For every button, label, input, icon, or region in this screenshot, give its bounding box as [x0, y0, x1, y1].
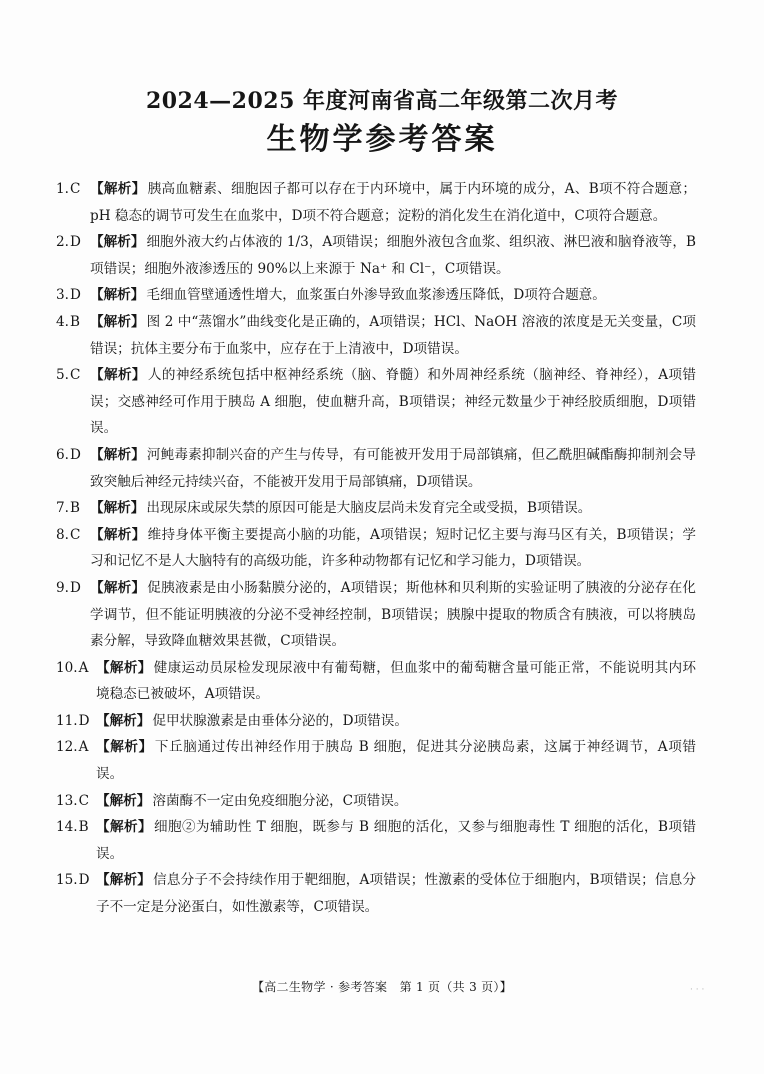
answer-number: 3.D — [56, 287, 81, 304]
answer-item-1 — [56, 176, 696, 229]
analysis-tag: 【解析】 — [90, 446, 145, 463]
answer-item-15 — [56, 867, 696, 920]
answer-text: 胰高血糖素、细胞因子都可以存在于内环境中，属于内环境的成分，A、B项不符合题意；pH 稳态的调节可发生在血浆中，D项不符合题意；淀粉的消化发生在消化道中，C项符合题意。 — [90, 181, 696, 224]
answer-item-4 — [56, 309, 696, 362]
analysis-tag: 【解析】 — [90, 313, 145, 330]
analysis-tag: 【解析】 — [96, 659, 152, 676]
answer-text: 促甲状腺激素是由垂体分泌的，D项错误。 — [152, 712, 408, 729]
analysis-tag: 【解析】 — [90, 181, 146, 197]
answer-item-14 — [56, 814, 696, 867]
analysis-tag: 【解析】 — [96, 792, 151, 809]
answer-item-11 — [56, 708, 696, 735]
page-footer: 【高二生物学 · 参考答案 第 1 页（共 3 页）】 — [251, 980, 513, 994]
analysis-tag: 【解析】 — [96, 819, 152, 836]
answer-number: 10.A — [56, 659, 89, 676]
answer-number: 7.B — [56, 500, 80, 517]
answer-item-7 — [56, 495, 696, 522]
answer-text: 河鲀毒素抑制兴奋的产生与传导，有可能被开发用于局部镇痛，但乙酰胆碱酯酶抑制剂会导致突触后神经元持续兴奋，不能被开发用于局部镇痛，D项错误。 — [90, 446, 696, 490]
answer-text: 细胞②为辅助性 T 细胞，既参与 B 细胞的活化，又参与细胞毒性 T 细胞的活化，B项错误。 — [96, 819, 697, 862]
answer-text: 下丘脑通过传出神经作用于胰岛 B 细胞，促进其分泌胰岛素，这属于神经调节，A项错误。 — [96, 739, 697, 783]
answer-item-9 — [56, 575, 696, 655]
answer-number: 6.D — [56, 446, 81, 463]
answer-number: 9.D — [56, 579, 81, 596]
answer-number: 11.D — [56, 712, 90, 729]
analysis-tag: 【解析】 — [96, 712, 151, 729]
analysis-tag: 【解析】 — [90, 234, 145, 251]
answer-number: 15.D — [56, 872, 90, 889]
answer-text: 健康运动员尿检发现尿液中有葡萄糖，但血浆中的葡萄糖含量可能正常，不能说明其内环境稳态已被破坏，A项错误。 — [96, 659, 697, 703]
answer-number: 12.A — [56, 739, 89, 756]
answer-number: 14.B — [56, 819, 89, 836]
analysis-tag: 【解析】 — [90, 287, 145, 304]
answer-list — [56, 176, 696, 921]
answer-number: 4.B — [56, 313, 80, 330]
analysis-tag: 【解析】 — [90, 526, 146, 543]
answer-text: 细胞外液大约占体液的 1/3，A项错误；细胞外液包含血浆、组织液、淋巴液和脑脊液等，B项错误；细胞外液渗透压的 90%以上来源于 Na⁺ 和 Cl⁻，C项错误。 — [90, 234, 696, 277]
answer-text: 毛细血管壁通透性增大，血浆蛋白外渗导致血浆渗透压降低，D项符合题意。 — [146, 287, 606, 304]
answer-text: 溶菌酶不一定由免疫细胞分泌，C项错误。 — [152, 792, 408, 809]
answer-number: 8.C — [56, 526, 81, 543]
analysis-tag: 【解析】 — [96, 872, 152, 889]
answer-item-12 — [56, 734, 696, 787]
analysis-tag: 【解析】 — [90, 579, 146, 596]
answer-item-3 — [56, 282, 696, 309]
answer-item-6 — [56, 442, 696, 495]
answer-item-8 — [56, 522, 696, 575]
corner-dots: · · · — [690, 985, 705, 995]
answer-item-13 — [56, 788, 696, 815]
answer-text: 促胰液素是由小肠黏膜分泌的，A项错误；斯他林和贝利斯的实验证明了胰液的分泌存在化学调节，但不能证明胰液的分泌不受神经控制，B项错误；胰腺中提取的物质含有胰液，可以将胰岛素分解，导致降血糖效果甚微，C项错误。 — [90, 579, 696, 650]
answer-text: 人的神经系统包括中枢神经系统（脑、脊髓）和外周神经系统（脑神经、脊神经），A项错误；交感神经可作用于胰岛 A 细胞，使血糖升高，B项错误；神经元数量少于神经胶质细胞，D项错误。 — [90, 367, 696, 437]
analysis-tag: 【解析】 — [90, 500, 145, 517]
answer-text: 出现尿床或尿失禁的原因可能是大脑皮层尚未发育完全或受损，B项错误。 — [146, 500, 592, 517]
exam-title: 2024—2025 年度河南省高二年级第二次月考 — [145, 88, 619, 114]
answer-text: 维持身体平衡主要提高小脑的功能，A项错误；短时记忆主要与海马区有关，B项错误；学习和记忆不是人大脑特有的高级功能，许多种动物都有记忆和学习能力，D项错误。 — [90, 526, 696, 570]
analysis-tag: 【解析】 — [90, 367, 146, 384]
page-title: 生物学参考答案 — [266, 122, 498, 157]
answer-number: 1.C — [56, 181, 81, 197]
answer-item-2 — [56, 229, 696, 282]
answer-item-10 — [56, 655, 696, 708]
answer-number: 2.D — [56, 234, 81, 251]
answer-text: 图 2 中“蒸馏水”曲线变化是正确的，A项错误；HCl、NaOH 溶液的浓度是无关变量，C项错误；抗体主要分布于血浆中，应存在于上清液中，D项错误。 — [90, 313, 696, 357]
answer-text: 信息分子不会持续作用于靶细胞，A项错误；性激素的受体位于细胞内，B项错误；信息分子不一定是分泌蛋白，如性激素等，C项错误。 — [96, 872, 697, 916]
answer-item-5 — [56, 362, 696, 442]
answer-number: 5.C — [56, 367, 81, 384]
answer-number: 13.C — [56, 792, 90, 809]
analysis-tag: 【解析】 — [96, 739, 153, 756]
